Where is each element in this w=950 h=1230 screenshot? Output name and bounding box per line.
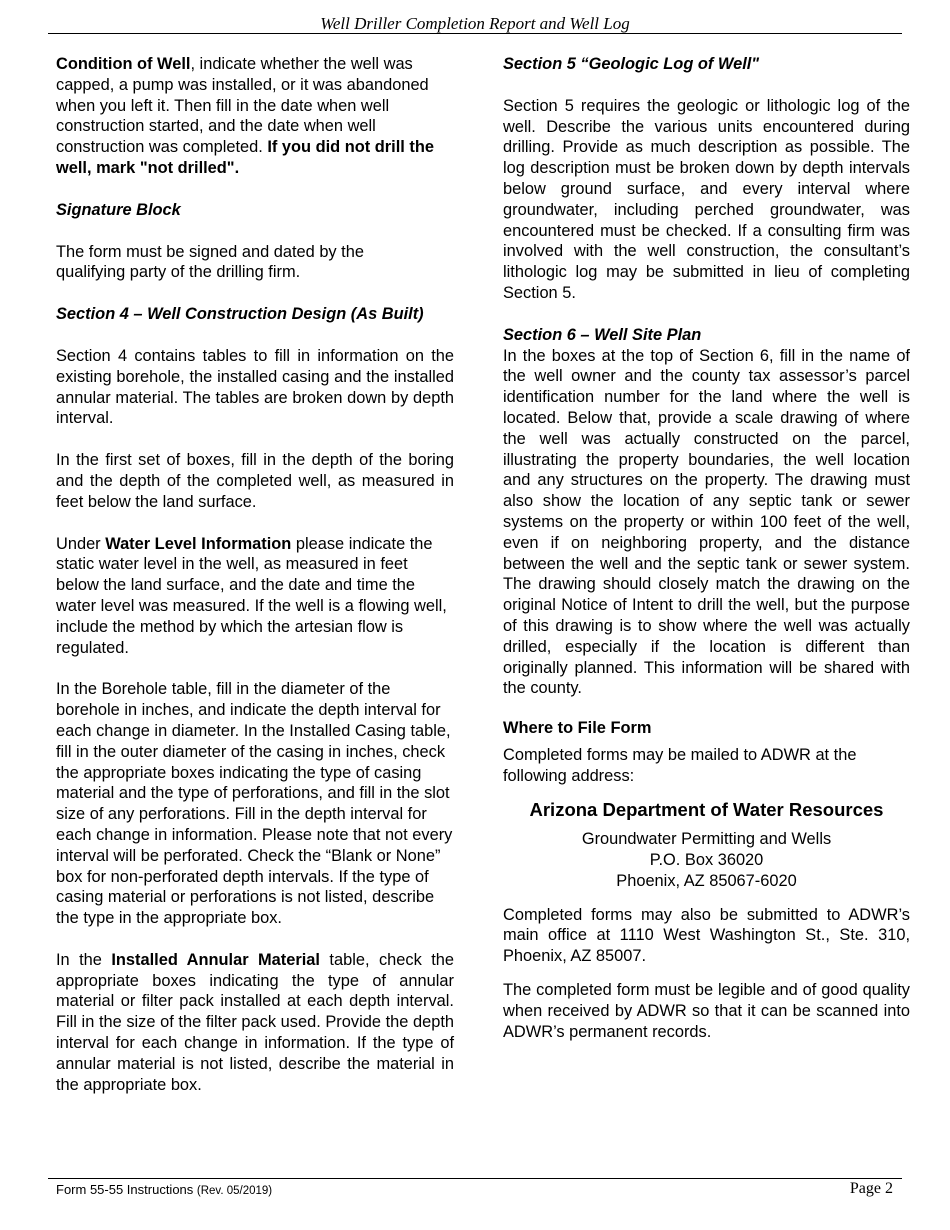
revision-date: (Rev. 05/2019) [196, 1185, 273, 1197]
left-column [56, 54, 454, 1095]
right-column [503, 54, 910, 1042]
water-level-term: Water Level Information [105, 534, 292, 553]
annular-material-text: table, check the appropriate boxes indicating the type of annular material or filter pack installed at each depth interval. Fill in the size of the filter pack used. Provide the depth interval for each change in information. If the type of annular material is not listed, describe the material in the appropriate box. [56, 950, 455, 1094]
footer-form-id [56, 1182, 272, 1199]
section-4-intro: Section 4 contains tables to fill in information on the existing borehole, the installed casing and the installed annular material. The tables are broken down by depth interval. [56, 346, 454, 428]
signature-block-text: The form must be signed and dated by the qualifying party of the drilling firm. [56, 242, 364, 282]
section-5-text: Section 5 requires the geologic or lithologic log of the well. Describe the various units encountered during drilling. Provide as much description as possible. The log description must be broken down by depth intervals below ground surface, and every interval where groundwater, including perched groundwater, was encountered must be checked. If a consulting firm was involved with the well construction, the consultant’s lithologic log may be submitted in lieu of completing Section 5. [503, 96, 910, 302]
water-level-text: please indicate the static water level in the well, as measured in feet below the land surface, and the date and time the water level was measured. If the well is a flowing well, include the method by which the artesian flow is regulated. [56, 534, 447, 657]
agency-name: Arizona Department of Water Resources [529, 798, 884, 820]
quality-paragraph: The completed form must be legible and of good quality when received by ADWR so that it can be scanned into ADWR’s permanent records. [503, 981, 910, 1041]
borehole-casing-paragraph: In the Borehole table, fill in the diameter of the borehole in inches, and indicate the depth interval for each change in diameter. In the Installed Casing table, fill in the outer diameter of the casing in inches, check the appropriate boxes indicating the type of casing material and the type of perforations, and fill in the slot size of any perforations. Fill in the depth interval for each change in information. Please note that not every interval will be perforated. Check the “Blank or None” box for non-perforated depth intervals. If the type of casing material or perforations is not listed, describe the type in the appropriate box. [56, 680, 453, 928]
condition-of-well-text: , indicate whether the well was capped, a pump was installed, or it was abandoned when you left it. Then fill in the date when well construction started, and the date when well construction was completed. [56, 55, 429, 157]
form-number: Form 55-55 Instructions [56, 1182, 194, 1197]
page-header-title: Well Driller Completion Report and Well Log [320, 14, 630, 33]
condition-of-well-term: Condition of Well [56, 55, 191, 73]
annular-lead: In the [56, 950, 112, 969]
address-line-2: P.O. Box 36020 [649, 851, 764, 870]
condition-of-well-paragraph [56, 54, 454, 179]
section-6-heading: Section 6 – Well Site Plan [503, 325, 702, 344]
address-line-1: Groundwater Permitting and Wells [581, 830, 832, 849]
section-5-heading: Section 5 “Geologic Log of Well" [503, 55, 760, 73]
filing-intro: Completed forms may be mailed to ADWR at the following address: [503, 745, 857, 785]
section-4-heading: Section 4 – Well Construction Design (As Built) [56, 305, 424, 324]
signature-block-heading: Signature Block [56, 200, 181, 219]
footer-divider [48, 1178, 902, 1179]
water-level-lead: Under [56, 534, 106, 553]
main-office-paragraph: Completed forms may also be submitted to ADWR’s main office at 1110 West Washington St., Ste. 310, Phoenix, AZ 85007. [503, 905, 910, 966]
header-divider [48, 33, 902, 34]
water-level-paragraph [56, 534, 454, 659]
annular-material-term: Installed Annular Material [111, 950, 320, 969]
not-drilled-note: If you did not drill the well, mark "not drilled". [56, 138, 434, 177]
section-4-depth-paragraph: In the first set of boxes, fill in the depth of the boring and the depth of the completed well, as measured in feet below the land surface. [56, 451, 454, 511]
section-6-text: In the boxes at the top of Section 6, fill in the name of the well owner and the county tax assessor’s parcel identification number for the land where the well is located. Below that, provide a scale drawing of where the well was actually constructed on the parcel, illustrating the property boundaries, the well location and any structures on the property. The drawing must also show the location of any septic tank or sewer systems on the property or within 100 feet of the well, even if on neighboring property, and the distance between the well and the septic tank or sewer system. The drawing should closely match the drawing on the original Notice of Intent to drill the well, but the purpose of this drawing is to show where the well was actually drilled, especially if the location is different than originally planned. This information will be shared with the county. [503, 346, 910, 698]
address-line-3: Phoenix, AZ 85067-6020 [616, 871, 797, 890]
annular-material-paragraph [56, 950, 454, 1096]
page-number: Page 2 [849, 1180, 893, 1197]
where-to-file-heading: Where to File Form [503, 719, 652, 738]
